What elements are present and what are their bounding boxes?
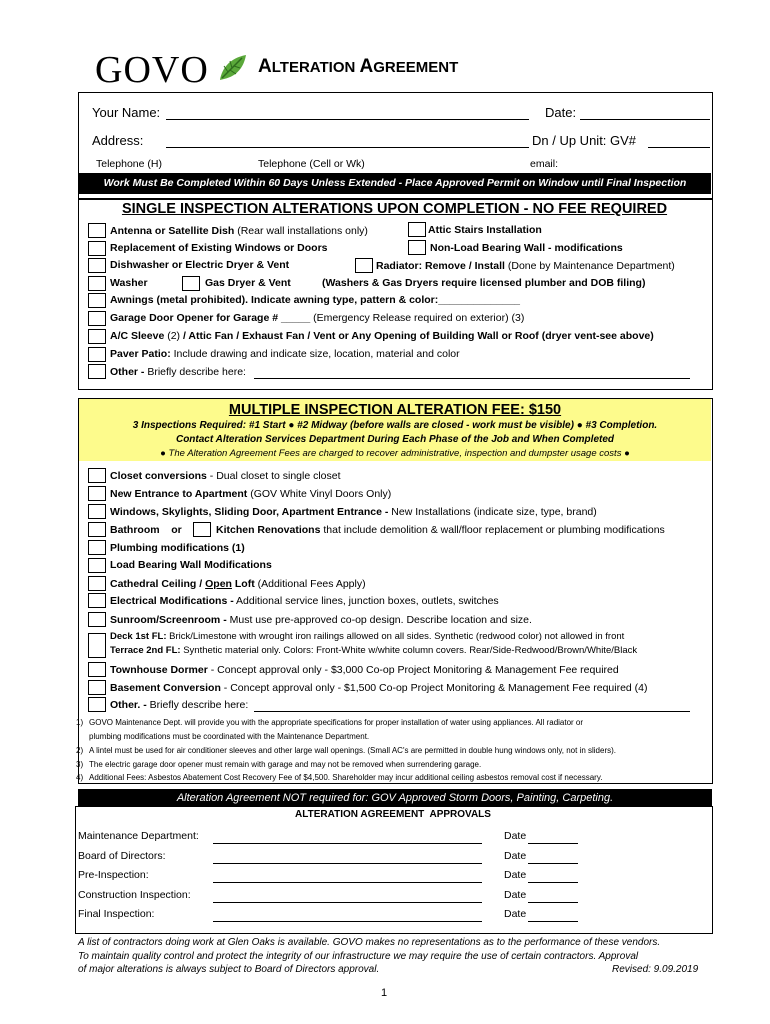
telephone-home-label: Telephone (H) bbox=[96, 158, 162, 170]
approval-date-field[interactable] bbox=[528, 863, 578, 864]
terrace-item: Terrace 2nd FL: Synthetic material only. Colors: Front-White w/white column covers. Rear/Side-Redwood/Brown/White/Black bbox=[110, 645, 638, 656]
approval-date-field[interactable] bbox=[528, 902, 578, 903]
approval-date-label: Date bbox=[504, 889, 527, 901]
dishwasher-checkbox[interactable] bbox=[88, 258, 106, 273]
ac-sleeve-item: A/C Sleeve (2) / Attic Fan / Exhaust Fan / Vent or Any Opening of Building Wall or Roof (dryer vent-see above) bbox=[110, 330, 654, 342]
closet-checkbox[interactable] bbox=[88, 468, 106, 483]
note-number: 2) bbox=[76, 746, 84, 755]
address-field[interactable] bbox=[166, 147, 529, 148]
govo-logo-text: GOVO bbox=[95, 49, 209, 91]
windows-skylights-item: Windows, Skylights, Sliding Door, Apartment Entrance - New Installations (indicate size, type, brand) bbox=[110, 506, 597, 518]
paver-patio-item: Paver Patio: Include drawing and indicate size, location, material and color bbox=[110, 348, 460, 360]
washer-item: Washer bbox=[110, 277, 148, 289]
plumbing-checkbox[interactable] bbox=[88, 540, 106, 555]
board-approval-note: of major alterations is always subject to Board of Directors approval. bbox=[78, 964, 380, 975]
approval-label: Maintenance Department: bbox=[78, 830, 199, 842]
deck-terrace-checkbox[interactable] bbox=[88, 633, 106, 658]
washers-note: (Washers & Gas Dryers require licensed plumber and DOB filing) bbox=[322, 277, 646, 289]
approval-date-label: Date bbox=[504, 869, 527, 881]
other-single-checkbox[interactable] bbox=[88, 364, 106, 379]
quality-control-note: To maintain quality control and protect the integrity of our infrastructure we may require the use of certain contractors. Approval bbox=[78, 951, 639, 962]
approvals-heading: ALTERATION AGREEMENT APPROVALS bbox=[295, 809, 491, 820]
attic-stairs-item: Attic Stairs Installation bbox=[428, 224, 542, 236]
awnings-item: Awnings (metal prohibited). Indicate awning type, pattern & color:______________ bbox=[110, 294, 521, 306]
kitchen-item: Kitchen Renovations that include demolition & wall/floor replacement or plumbing modifications bbox=[216, 524, 665, 536]
load-bearing-item: Load Bearing Wall Modifications bbox=[110, 559, 272, 571]
other-multi-field[interactable] bbox=[254, 711, 690, 712]
windows-doors-item: Replacement of Existing Windows or Doors bbox=[110, 242, 328, 254]
other-single-item: Other - Briefly describe here: bbox=[110, 366, 246, 378]
inspections-required-text: 3 Inspections Required: #1 Start ● #2 Midway (before walls are closed - work must be visible) ● #3 Completion. bbox=[132, 420, 658, 431]
approval-label: Construction Inspection: bbox=[78, 889, 191, 901]
basement-checkbox[interactable] bbox=[88, 680, 106, 695]
unit-label: Dn / Up Unit: GV# bbox=[532, 133, 637, 148]
note-number: 3) bbox=[76, 760, 84, 769]
antenna-checkbox[interactable] bbox=[88, 223, 106, 238]
gas-dryer-item: Gas Dryer & Vent bbox=[205, 277, 291, 289]
address-label: Address: bbox=[92, 133, 144, 148]
plumbing-item: Plumbing modifications (1) bbox=[110, 542, 245, 554]
approval-label: Board of Directors: bbox=[78, 850, 166, 862]
your-name-field[interactable] bbox=[166, 119, 529, 120]
approval-signature-field[interactable] bbox=[213, 843, 482, 844]
kitchen-checkbox[interactable] bbox=[193, 522, 211, 537]
new-entrance-item: New Entrance to Apartment (GOV White Vinyl Doors Only) bbox=[110, 488, 392, 500]
non-load-wall-checkbox[interactable] bbox=[408, 240, 426, 255]
washer-checkbox[interactable] bbox=[88, 276, 106, 291]
load-bearing-checkbox[interactable] bbox=[88, 558, 106, 573]
your-name-label: Your Name: bbox=[92, 105, 161, 120]
approval-date-label: Date bbox=[504, 850, 527, 862]
leaf-logo-icon bbox=[216, 52, 250, 84]
deck-item: Deck 1st FL: Brick/Limestone with wrought iron railings allowed on all sides. Synthetic (redwood color) not allowed in front bbox=[110, 631, 625, 642]
multiple-inspection-heading: MULTIPLE INSPECTION ALTERATION FEE: $150 bbox=[228, 402, 562, 418]
page-number: 1 bbox=[381, 987, 388, 999]
other-single-field[interactable] bbox=[254, 378, 690, 379]
sunroom-checkbox[interactable] bbox=[88, 612, 106, 627]
page-title: ALTERATION AGREEMENT bbox=[258, 56, 459, 77]
other-multi-checkbox[interactable] bbox=[88, 697, 106, 712]
email-label: email: bbox=[530, 158, 559, 170]
date-label: Date: bbox=[545, 105, 577, 120]
approval-label: Final Inspection: bbox=[78, 908, 155, 920]
windows-skylights-checkbox[interactable] bbox=[88, 504, 106, 519]
approval-date-field[interactable] bbox=[528, 843, 578, 844]
cathedral-checkbox[interactable] bbox=[88, 576, 106, 591]
approval-date-label: Date bbox=[504, 830, 527, 842]
single-inspection-heading: SINGLE INSPECTION ALTERATIONS UPON COMPLETION - NO FEE REQUIRED bbox=[121, 201, 668, 217]
ac-sleeve-checkbox[interactable] bbox=[88, 329, 106, 344]
electrical-item: Electrical Modifications - Additional service lines, junction boxes, outlets, switches bbox=[110, 595, 499, 607]
antenna-item: Antenna or Satellite Dish (Rear wall installations only) bbox=[110, 225, 368, 237]
note-text: GOVO Maintenance Dept. will provide you with the appropriate specifications for proper installation of water using appliances. All radiator or bbox=[89, 718, 584, 727]
contractors-note: A list of contractors doing work at Glen Oaks is available. GOVO makes no representations as to the performance of these vendors. bbox=[78, 937, 661, 948]
bathroom-checkbox[interactable] bbox=[88, 522, 106, 537]
windows-doors-checkbox[interactable] bbox=[88, 241, 106, 256]
note-text: The electric garage door opener must remain with garage and may not be removed when surrendering garage. bbox=[89, 760, 482, 769]
new-entrance-checkbox[interactable] bbox=[88, 486, 106, 501]
telephone-cell-label: Telephone (Cell or Wk) bbox=[258, 158, 365, 170]
revision-date: Revised: 9.09.2019 bbox=[612, 964, 699, 975]
gas-dryer-checkbox[interactable] bbox=[182, 276, 200, 291]
approval-date-field[interactable] bbox=[528, 921, 578, 922]
note-text: plumbing modifications must be coordinated with the Maintenance Department. bbox=[89, 732, 370, 741]
date-field[interactable] bbox=[580, 119, 710, 120]
note-number: 4) bbox=[76, 773, 84, 782]
basement-item: Basement Conversion - Concept approval only - $1,500 Co-op Project Monitoring & Management Fee required (4) bbox=[110, 682, 648, 694]
non-load-wall-item: Non-Load Bearing Wall - modifications bbox=[430, 242, 623, 254]
approval-signature-field[interactable] bbox=[213, 921, 482, 922]
work-deadline-banner: Work Must Be Completed Within 60 Days Unless Extended - Place Approved Permit on Window until Final Inspection bbox=[79, 173, 711, 194]
not-required-banner: Alteration Agreement NOT required for: GOV Approved Storm Doors, Painting, Carpeting. bbox=[78, 789, 712, 807]
approvals-box bbox=[75, 806, 713, 934]
fees-explanation-text: ● The Alteration Agreement Fees are charged to recover administrative, inspection and dumpster usage costs ● bbox=[160, 448, 630, 459]
garage-opener-item: Garage Door Opener for Garage # _____ (Emergency Release required on exterior) (3) bbox=[110, 312, 525, 324]
dishwasher-item: Dishwasher or Electric Dryer & Vent bbox=[110, 259, 290, 271]
bathroom-item: Bathroom or bbox=[110, 524, 182, 536]
attic-stairs-checkbox[interactable] bbox=[408, 222, 426, 237]
townhouse-dormer-checkbox[interactable] bbox=[88, 662, 106, 677]
other-multi-item: Other. - Briefly describe here: bbox=[110, 699, 249, 711]
cathedral-item: Cathedral Ceiling / Open Loft (Additional Fees Apply) bbox=[110, 578, 366, 590]
approval-date-field[interactable] bbox=[528, 882, 578, 883]
electrical-checkbox[interactable] bbox=[88, 593, 106, 608]
approval-label: Pre-Inspection: bbox=[78, 869, 149, 881]
approval-date-label: Date bbox=[504, 908, 527, 920]
awnings-checkbox[interactable] bbox=[88, 293, 106, 308]
note-text: A lintel must be used for air conditioner sleeves and other large wall openings. (Small AC's are permitted in double hung windows only, not in sliders). bbox=[89, 746, 616, 755]
note-number: 1) bbox=[76, 718, 84, 727]
radiator-item: Radiator: Remove / Install (Done by Maintenance Department) bbox=[376, 260, 675, 272]
closet-item: Closet conversions - Dual closet to single closet bbox=[110, 470, 341, 482]
contact-services-text: Contact Alteration Services Department During Each Phase of the Job and When Completed bbox=[175, 434, 615, 445]
approval-signature-field[interactable] bbox=[213, 902, 482, 903]
unit-field[interactable] bbox=[648, 147, 710, 148]
sunroom-item: Sunroom/Screenroom - Must use pre-approved co-op design. Describe location and size. bbox=[110, 614, 532, 626]
garage-opener-checkbox[interactable] bbox=[88, 311, 106, 326]
approval-signature-field[interactable] bbox=[213, 863, 482, 864]
paver-patio-checkbox[interactable] bbox=[88, 347, 106, 362]
townhouse-dormer-item: Townhouse Dormer - Concept approval only - $3,000 Co-op Project Monitoring & Management Fee required bbox=[110, 664, 619, 676]
approval-signature-field[interactable] bbox=[213, 882, 482, 883]
radiator-checkbox[interactable] bbox=[355, 258, 373, 273]
note-text: Additional Fees: Asbestos Abatement Cost Recovery Fee of $4,500. Shareholder may incur additional ceiling asbestos removal cost if necessary. bbox=[89, 773, 603, 782]
